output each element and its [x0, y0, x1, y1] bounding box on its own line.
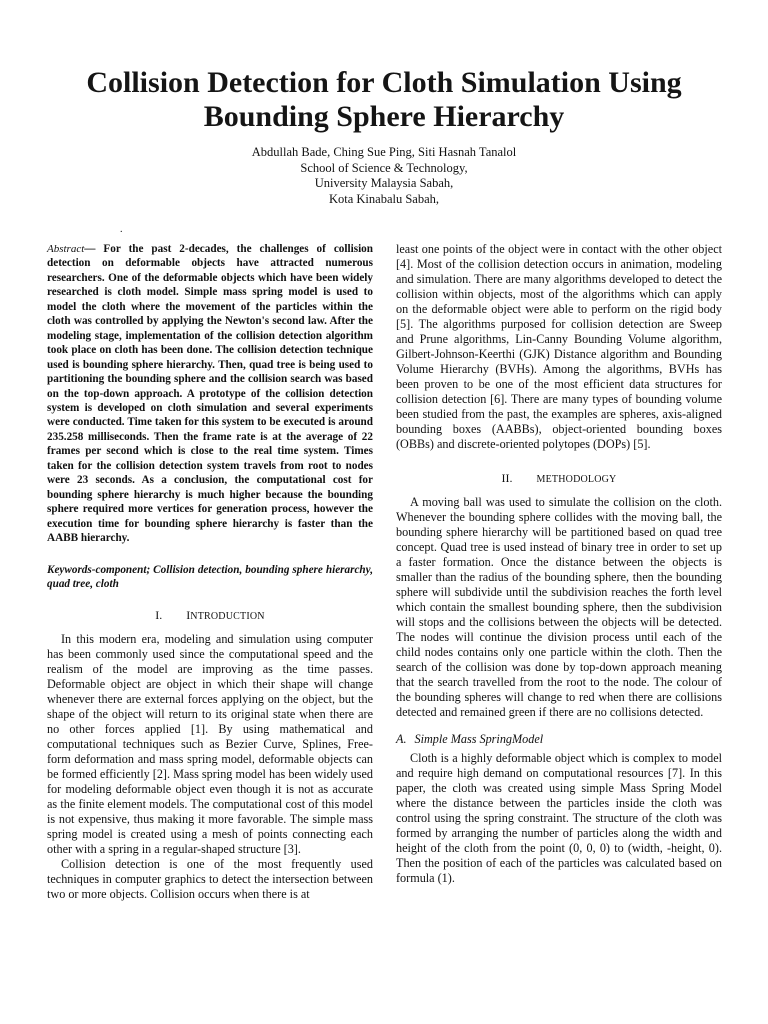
- section-number: II.: [501, 471, 513, 485]
- abstract-label: Abstract: [47, 243, 85, 255]
- abstract-text: For the past 2-decades, the challenges of collision detection on deformable objects have attracted numerous researchers. One of the deformable objects which have been widely researched is cloth model. Simple mass spring model is used to model the cloth where the movement of the particles within the cloth was controlled by applying the Newton's second law. After the modeling stage, implementation of the collision detection algorithm took place on cloth has been done. The collision detection technique used is bounding sphere hierarchy. Then, quad tree is being used to partitioning the bounding sphere and the collision search was based on the top-down approach. A prototype of the collision detection system is developed on cloth simulation and several experiments were conducted. Time taken for this system to be executed is around 235.258 milliseconds. Then the frame rate is at the average of 22 frames per second which is close to the real time system. Times taken for the collision detection system travels from root to nodes were 23 seconds. As a conclusion, the computational cost for bounding sphere hierarchy is much higher because the bounding sphere required more vertices for generation process, however the execution time for bounding sphere hierarchy is faster than the AABB hierarchy.: [47, 243, 373, 545]
- mass-spring-paragraph: Cloth is a highly deformable object which is complex to model and require high demand on computational resources [7]. In this paper, the cloth was created using simple Mass Spring Model where the distance between the particles inside the cloth was control using the spring constraint. The structure of the cloth was formed by arranging the number of particles along the width and height of the cloth from the point (0, 0, 0) to (width, -height, 0). Then the position of each of the particles was calculated based on formula (1).: [396, 751, 722, 885]
- intro-paragraph-2: Collision detection is one of the most frequently used techniques in computer graphics to detect the intersection between two or more objects. Collision occurs when there is at: [47, 856, 373, 901]
- stray-dot: .: [120, 224, 123, 235]
- section-title-rest: NTRODUCTION: [190, 610, 265, 622]
- author-school: School of Science & Technology,: [300, 160, 468, 175]
- section-number: I.: [155, 607, 163, 622]
- intro-paragraph-1: In this modern era, modeling and simulation using computer has been commonly used since the computational speed and the realism of the model are improving as the time passes. Deformable object are object in which their shape will change whenever there are external forces applying on the object, but the shape of the object will return to its original state when there are no other forces applied [1]. By using mathematical and computational techniques such as Bezier Curve, Splines, Free-form deformation and mass spring model, deformable objects can be formed efficiently [2]. Mass spring model has been widely used for modeling deformable object even though it is not as accurate as the finite element models. The computational cost of this model is not expensive, thus making it more favorable. The simple mass spring model is created using a mesh of points connecting each other with a spring in a regular-shaped structure [3].: [47, 631, 373, 856]
- right-column: [396, 242, 722, 886]
- subsection-letter: A.: [396, 732, 407, 746]
- keywords: [47, 563, 373, 592]
- section-heading-introduction: [47, 608, 373, 624]
- left-column: [47, 242, 373, 902]
- section-title: METHODOLOGY: [536, 474, 617, 485]
- abstract-dash: —: [84, 243, 104, 255]
- author-city: Kota Kinabalu Sabah,: [328, 191, 440, 206]
- subsection-title: Simple Mass SpringModel: [414, 732, 544, 746]
- author-block: [184, 145, 584, 207]
- methodology-paragraph: A moving ball was used to simulate the collision on the cloth. Whenever the bounding sphere collides with the moving ball, the bounding sphere hierarchy will be partitioned based on quad tree concept. Quad tree is used instead of binary tree in order to set up a faster formation. Once the distance between the objects is smaller than the radius of the bounding sphere, then the bounding sphere will subdivide until the subdivision reaches the forth level which contain the smallest bounding sphere, then the subdivision will stops and the collisions between the objects will be detected. The nodes will continue the division process until each of the child nodes contains only one particle within the cloth. Then the search of the collision was done by top-down approach meaning that the search travelled from the root to the node. The colour of the bounding spheres will change to red when there are collisions detected and remained green if there are no collisions detected.: [396, 495, 722, 719]
- abstract: [47, 242, 373, 546]
- author-university: University Malaysia Sabah,: [314, 176, 454, 190]
- subsection-heading: [396, 732, 722, 747]
- section-initial: I: [186, 607, 191, 622]
- author-names: Abdullah Bade, Ching Sue Ping, Siti Hasnah Tanalol: [251, 145, 517, 159]
- paper-title: Collision Detection for Cloth Simulation Using Bounding Sphere Hierarchy: [86, 66, 682, 133]
- intro-paragraph-continued: least one points of the object were in contact with the other object [4]. Most of the collision detection occurs in animation, modeling and simulation. There are many algorithms developed to detect the collision within objects, most of the algorithms which can apply on the deformable object were able to perform on the rigid body [5]. The algorithms purposed for collision detection are Sweep and Prune algorithms, Lin-Canny Bounding Volume algorithm, Gilbert-Johnson-Keerthi (GJK) Distance algorithm and Bounding Volume Hierarchy (BVHs). Among the algorithms, BVHs has been proven to be one of the most efficient data structures for collision detection [6]. There are many types of bounding volume been studied from the past, the examples are spheres, axis-aligned bounding boxes (AABBs), object-oriented bounding boxes (OBBs) and discrete-oriented polytopes (DOPs) [5].: [396, 242, 722, 451]
- section-heading-methodology: [396, 471, 722, 487]
- keywords-label: Keywords-component;: [47, 563, 151, 576]
- keywords-text: Collision detection, bounding sphere hierarchy, quad tree, cloth: [47, 563, 373, 591]
